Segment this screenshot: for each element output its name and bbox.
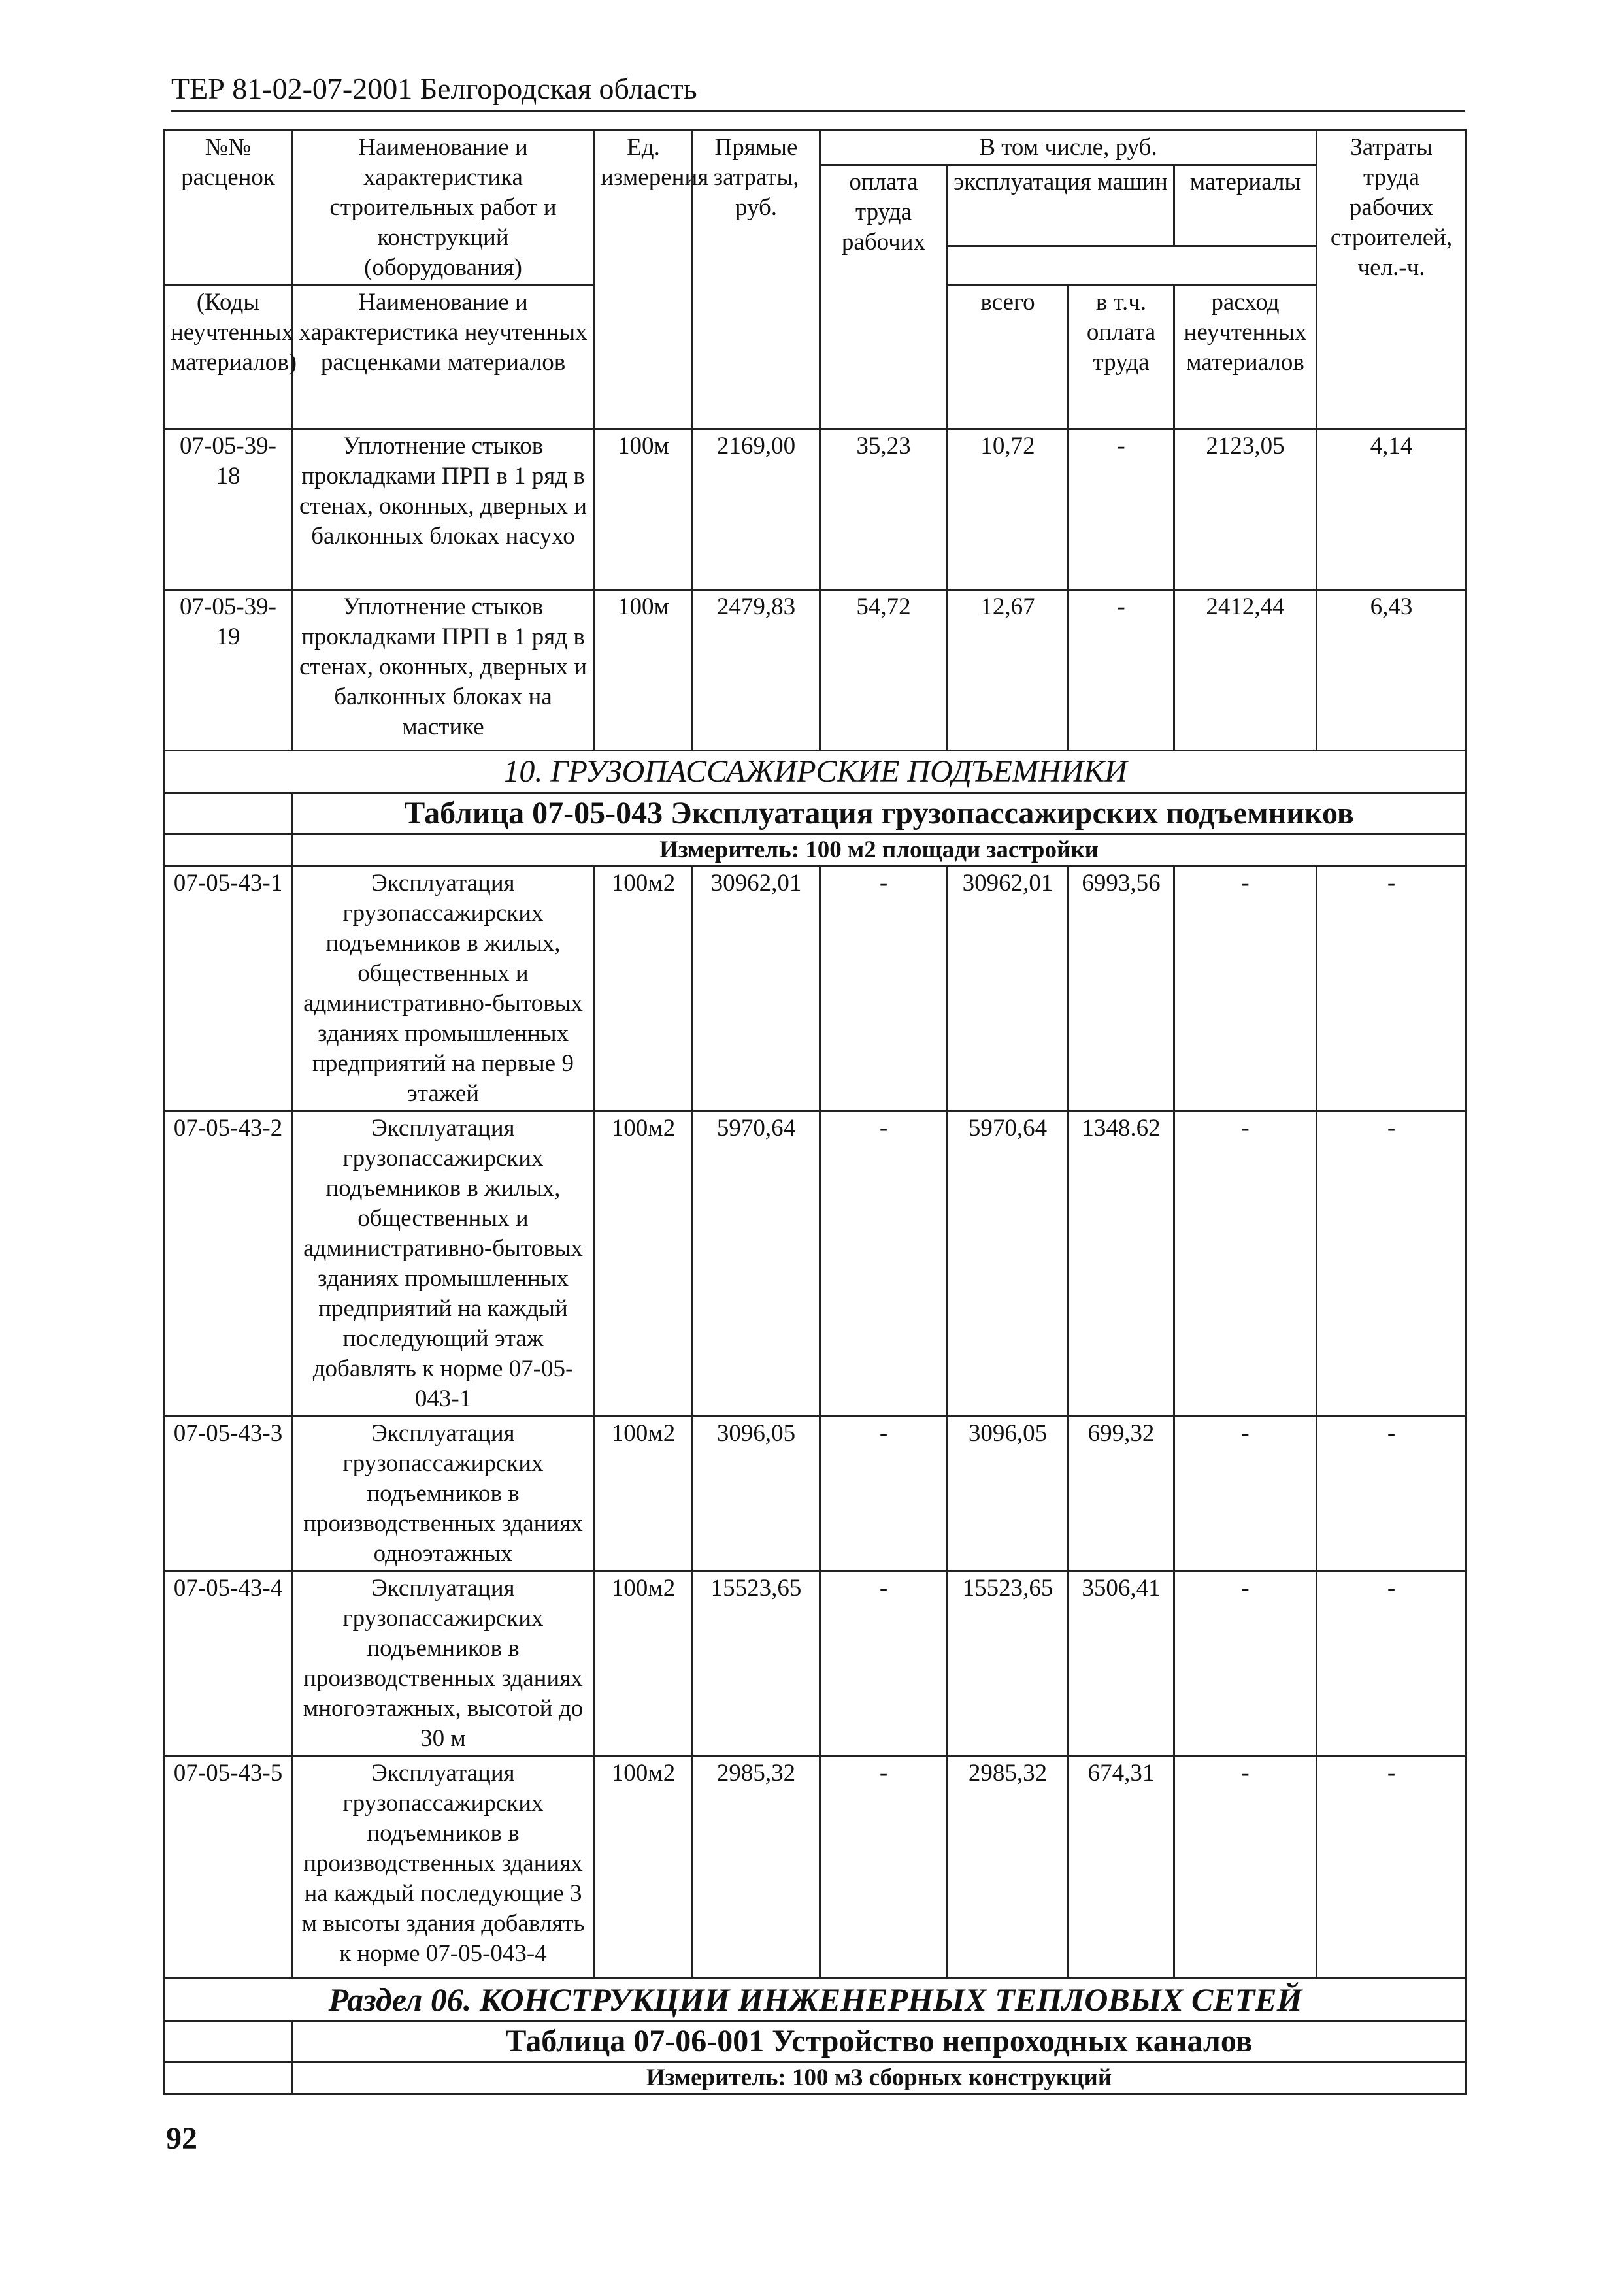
table-row (165, 429, 1467, 590)
col-header-unaccounted-code: (Коды неучтенных материалов) (165, 286, 292, 429)
materials: - (1174, 1572, 1317, 1757)
machines-total: 3096,05 (948, 1417, 1069, 1572)
table-measure: Измеритель: 100 м2 площади застройки (292, 834, 1467, 866)
rate-code: 07-05-43-3 (165, 1417, 292, 1572)
machines-wages: 3506,41 (1069, 1572, 1174, 1757)
machines-total: 5970,64 (948, 1112, 1069, 1417)
direct-costs: 30962,01 (693, 866, 820, 1112)
machines-wages: 674,31 (1069, 1757, 1174, 1979)
wages: - (820, 866, 948, 1112)
labor: - (1317, 1417, 1467, 1572)
table-row (165, 866, 1467, 1112)
labor: 6,43 (1317, 590, 1467, 751)
wages: 54,72 (820, 590, 948, 751)
direct-costs: 3096,05 (693, 1417, 820, 1572)
page-number: 92 (166, 2121, 197, 2156)
rate-code: 07-05-43-1 (165, 866, 292, 1112)
measure-row (165, 2062, 1467, 2094)
rate-code: 07-05-39-19 (165, 590, 292, 751)
machines-wages: 1348.62 (1069, 1112, 1174, 1417)
direct-costs: 5970,64 (693, 1112, 820, 1417)
machines-total: 10,72 (948, 429, 1069, 590)
direct-costs: 15523,65 (693, 1572, 820, 1757)
rate-name: Эксплуатация грузопассажирских подъемников в жилых, общественных и административно-бытовых зданиях промышленных предприятий на первые 9 этажей (292, 866, 595, 1112)
rate-name: Эксплуатация грузопассажирских подъемников в производственных зданиях одноэтажных (292, 1417, 595, 1572)
materials: - (1174, 866, 1317, 1112)
unit: 100м2 (595, 1572, 693, 1757)
table-row (165, 1757, 1467, 1979)
direct-costs: 2985,32 (693, 1757, 820, 1979)
labor: - (1317, 1112, 1467, 1417)
wages: - (820, 1417, 948, 1572)
unit: 100м2 (595, 1417, 693, 1572)
blank-cell (165, 2021, 292, 2062)
col-header-labor: Затраты труда рабочих строителей, чел.-ч. (1317, 131, 1467, 429)
col-header-machines: эксплуатация машин (948, 165, 1174, 246)
table-title: Таблица 07-06-001 Устройство непроходных каналов (292, 2021, 1467, 2062)
labor: - (1317, 866, 1467, 1112)
table-title: Таблица 07-05-043 Эксплуатация грузопассажирских подъемников (292, 793, 1467, 834)
rate-name: Эксплуатация грузопассажирских подъемников в производственных зданиях на каждый последующие 3 м высоты здания добавлять к норме 07-05-043-4 (292, 1757, 595, 1979)
machines-wages: 699,32 (1069, 1417, 1174, 1572)
labor: - (1317, 1757, 1467, 1979)
rate-code: 07-05-43-4 (165, 1572, 292, 1757)
wages: 35,23 (820, 429, 948, 590)
direct-costs: 2479,83 (693, 590, 820, 751)
machines-wages: - (1069, 429, 1174, 590)
header-row-1 (165, 131, 1467, 165)
labor: 4,14 (1317, 429, 1467, 590)
materials: - (1174, 1757, 1317, 1979)
section-title: Раздел 06. КОНСТРУКЦИИ ИНЖЕНЕРНЫХ ТЕПЛОВЫХ СЕТЕЙ (165, 1979, 1467, 2021)
section-row (165, 751, 1467, 793)
table-row (165, 1112, 1467, 1417)
wages: - (820, 1572, 948, 1757)
col-header-name: Наименование и характеристика строительных работ и конструкций (оборудования) (292, 131, 595, 286)
table-title-row (165, 793, 1467, 834)
col-header-direct: Прямые затраты, руб. (693, 131, 820, 429)
header-spacer (948, 246, 1317, 286)
blank-cell (165, 793, 292, 834)
rate-name: Уплотнение стыков прокладками ПРП в 1 ряд в стенах, оконных, дверных и балконных блоках на мастике (292, 590, 595, 751)
table-measure: Измеритель: 100 м3 сборных конструкций (292, 2062, 1467, 2094)
unit: 100м2 (595, 1112, 693, 1417)
table-row (165, 590, 1467, 751)
machines-total: 12,67 (948, 590, 1069, 751)
unit: 100м (595, 590, 693, 751)
table-row (165, 1417, 1467, 1572)
col-header-machines-total: всего (948, 286, 1069, 429)
wages: - (820, 1757, 948, 1979)
machines-total: 30962,01 (948, 866, 1069, 1112)
page-header-title: ТЕР 81-02-07-2001 Белгородская область (171, 71, 1465, 112)
blank-cell (165, 834, 292, 866)
unit: 100м2 (595, 1757, 693, 1979)
section-title: 10. ГРУЗОПАССАЖИРСКИЕ ПОДЪЕМНИКИ (165, 751, 1467, 793)
table-row (165, 1572, 1467, 1757)
blank-cell (165, 2062, 292, 2094)
machines-total: 2985,32 (948, 1757, 1069, 1979)
col-header-including: В том числе, руб. (820, 131, 1317, 165)
machines-wages: 6993,56 (1069, 866, 1174, 1112)
col-header-materials: материалы (1174, 165, 1317, 246)
rate-name: Уплотнение стыков прокладками ПРП в 1 ряд в стенах, оконных, дверных и балконных блоках насухо (292, 429, 595, 590)
wages: - (820, 1112, 948, 1417)
table-title-row (165, 2021, 1467, 2062)
materials: 2412,44 (1174, 590, 1317, 751)
unit: 100м (595, 429, 693, 590)
rate-code: 07-05-39-18 (165, 429, 292, 590)
labor: - (1317, 1572, 1467, 1757)
measure-row (165, 834, 1467, 866)
col-header-machines-wages: в т.ч. оплата труда (1069, 286, 1174, 429)
section-row (165, 1979, 1467, 2021)
rate-name: Эксплуатация грузопассажирских подъемников в жилых, общественных и административно-бытовых зданиях промышленных предприятий на каждый последующий этаж добавлять к норме 07-05-043-1 (292, 1112, 595, 1417)
col-header-code: №№ расценок (165, 131, 292, 286)
col-header-unaccounted-name: Наименование и характеристика неучтенных расценками материалов (292, 286, 595, 429)
unit: 100м2 (595, 866, 693, 1112)
materials: - (1174, 1112, 1317, 1417)
col-header-wages: оплата труда рабочих (820, 165, 948, 429)
rates-table (163, 129, 1467, 2095)
machines-total: 15523,65 (948, 1572, 1069, 1757)
rate-name: Эксплуатация грузопассажирских подъемников в производственных зданиях многоэтажных, высотой до 30 м (292, 1572, 595, 1757)
col-header-unaccounted-materials: расход неучтенных материалов (1174, 286, 1317, 429)
col-header-unit: Ед. измерения (595, 131, 693, 429)
rate-code: 07-05-43-5 (165, 1757, 292, 1979)
materials: 2123,05 (1174, 429, 1317, 590)
direct-costs: 2169,00 (693, 429, 820, 590)
machines-wages: - (1069, 590, 1174, 751)
materials: - (1174, 1417, 1317, 1572)
rate-code: 07-05-43-2 (165, 1112, 292, 1417)
